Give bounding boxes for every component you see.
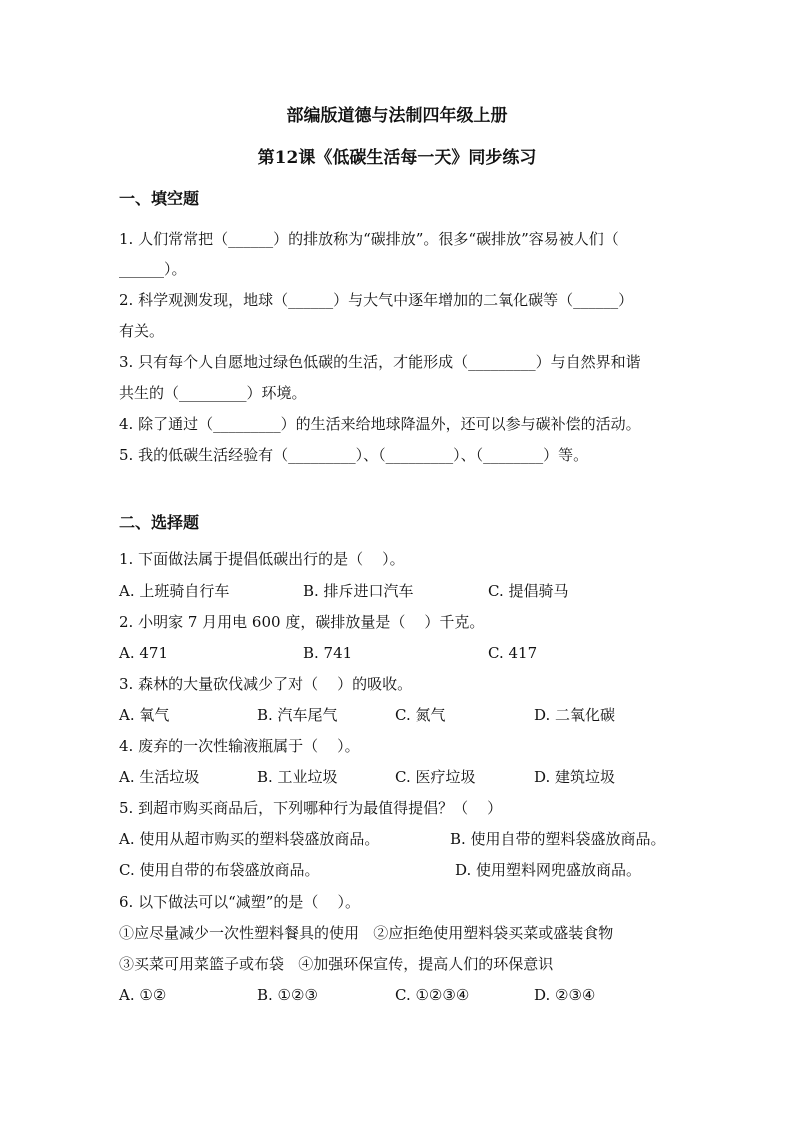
q2-option-a: A. 471 xyxy=(119,644,168,662)
fill-in-line: 1. 人们常常把（______）的排放称为“碳排放”。很多“碳排放”容易被人们（ xyxy=(119,230,619,248)
section-heading-fill-in: 一、填空题 xyxy=(119,189,200,208)
page-title: 部编版道德与法制四年级上册 xyxy=(286,106,508,126)
fill-in-line: 5. 我的低碳生活经验有（_________）、（_________）、（________）等。 xyxy=(119,446,589,464)
q6-option-a: A. ①② xyxy=(119,986,167,1004)
question-6: 6. 以下做法可以“减塑”的是（ ）。 xyxy=(119,893,360,911)
q6-option-b: B. ①②③ xyxy=(257,986,318,1004)
q6-option-c: C. ①②③④ xyxy=(395,986,470,1004)
q5-option-a: A. 使用从超市购买的塑料袋盛放商品。 xyxy=(119,830,380,848)
q4-option-b: B. 工业垃圾 xyxy=(257,768,338,786)
q6-statements-line-1: ①应尽量减少一次性塑料餐具的使用 ②应拒绝使用塑料袋买菜或盛装食物 xyxy=(119,924,614,942)
fill-in-line: 3. 只有每个人自愿地过绿色低碳的生活，才能形成（_________）与自然界和谐 xyxy=(119,353,641,371)
fill-in-line: 有关。 xyxy=(119,322,165,340)
q3-option-c: C. 氮气 xyxy=(395,706,446,724)
q4-option-d: D. 建筑垃圾 xyxy=(534,768,616,786)
q6-option-d: D. ②③④ xyxy=(534,986,596,1004)
q4-option-c: C. 医疗垃圾 xyxy=(395,768,476,786)
question-5: 5. 到超市购买商品后，下列哪种行为最值得提倡？（ ） xyxy=(119,799,503,817)
q3-option-b: B. 汽车尾气 xyxy=(257,706,338,724)
q3-option-d: D. 二氧化碳 xyxy=(534,706,616,724)
q1-option-a: A. 上班骑自行车 xyxy=(119,582,230,600)
question-3: 3. 森林的大量砍伐减少了对（ ）的吸收。 xyxy=(119,675,413,693)
fill-in-line: 2. 科学观测发现，地球（______）与大气中逐年增加的二氧化碳等（______） xyxy=(119,291,634,309)
fill-in-line: 4. 除了通过（_________）的生活来给地球降温外，还可以参与碳补偿的活动。 xyxy=(119,415,641,433)
q5-option-b: B. 使用自带的塑料袋盛放商品。 xyxy=(450,830,666,848)
q6-statements-line-2: ③买菜可用菜篮子或布袋 ④加强环保宣传，提高人们的环保意识 xyxy=(119,955,554,973)
section-heading-choice: 二、选择题 xyxy=(119,513,200,532)
q2-option-c: C. 417 xyxy=(488,644,538,662)
q3-option-a: A. 氧气 xyxy=(119,706,170,724)
fill-in-line: ______）。 xyxy=(119,260,187,278)
question-1: 1. 下面做法属于提倡低碳出行的是（ ）。 xyxy=(119,550,405,568)
question-2: 2. 小明家 7 月用电 600 度，碳排放量是（ ）千克。 xyxy=(119,613,485,631)
q4-option-a: A. 生活垃圾 xyxy=(119,768,200,786)
q5-option-d: D. 使用塑料网兜盛放商品。 xyxy=(455,861,642,879)
q5-option-c: C. 使用自带的布袋盛放商品。 xyxy=(119,861,320,879)
q1-option-b: B. 排斥进口汽车 xyxy=(303,582,414,600)
question-4: 4. 废弃的一次性输液瓶属于（ ）。 xyxy=(119,737,360,755)
q1-option-c: C. 提倡骑马 xyxy=(488,582,569,600)
q2-option-b: B. 741 xyxy=(303,644,353,662)
fill-in-line: 共生的（_________）环境。 xyxy=(119,384,307,402)
lesson-title: 第12课《低碳生活每一天》同步练习 xyxy=(257,148,537,168)
